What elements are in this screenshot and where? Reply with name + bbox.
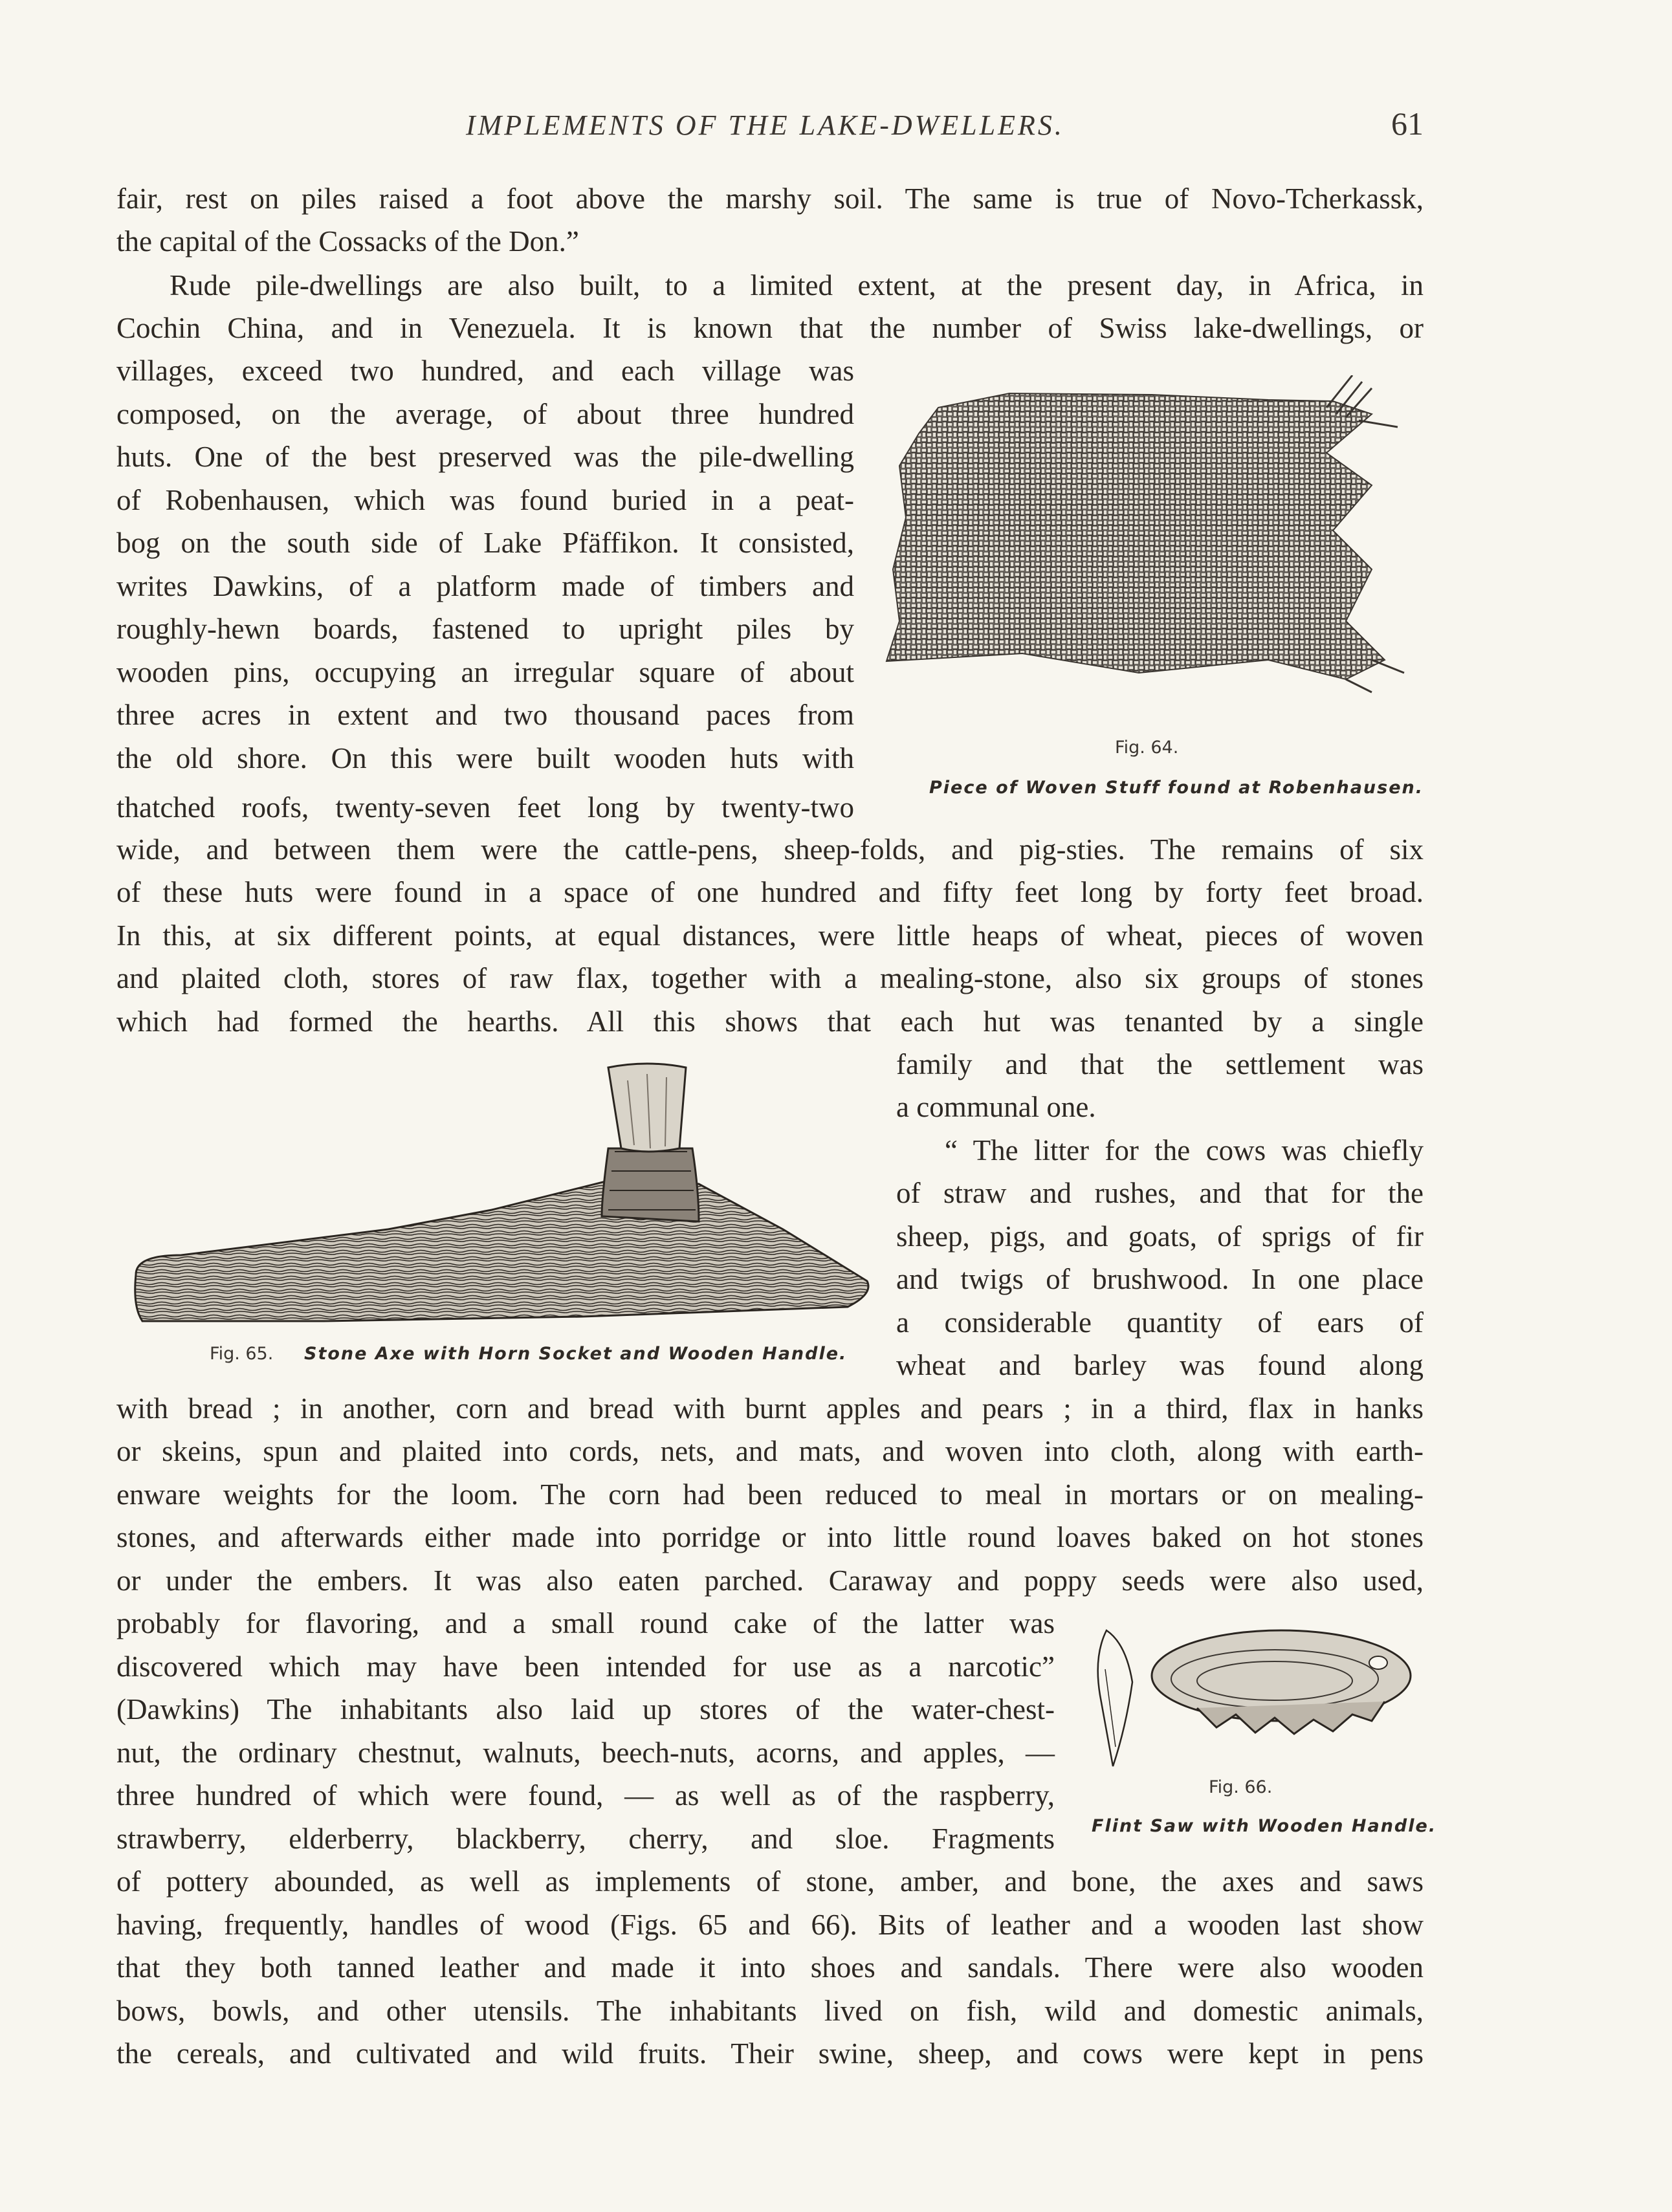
text-line: family and that the settlement was xyxy=(896,1048,1424,1080)
text-line: and twigs of brushwood. In one place xyxy=(896,1263,1424,1295)
text-line: Rude pile-dwellings are also built, to a limited extent, at the present day, in Africa, in xyxy=(170,269,1424,301)
text-line: of pottery abounded, as well as implements of stone, amber, and bone, the axes and saws xyxy=(116,1865,1424,1898)
text-line: wide, and between them were the cattle-pens, sheep-folds, and pig-sties. The remains of six xyxy=(116,833,1424,866)
text-line: sheep, pigs, and goats, of sprigs of fir xyxy=(896,1220,1424,1253)
text-line: having, frequently, handles of wood (Figs. 65 and 66). Bits of leather and a wooden last show xyxy=(116,1909,1424,1941)
text-line: the capital of the Cossacks of the Don.” xyxy=(116,225,579,257)
figure-number: Fig. 65. xyxy=(210,1344,274,1364)
text-line: three acres in extent and two thousand paces from xyxy=(116,699,854,731)
text-line: roughly-hewn boards, fastened to upright piles by xyxy=(116,613,854,645)
text-line: three hundred of which were found, — as well as of the raspberry, xyxy=(116,1779,1055,1812)
text-line: a communal one. xyxy=(896,1091,1096,1123)
text-line: of these huts were found in a space of one hundred and fifty feet long by forty feet broad. xyxy=(116,876,1424,908)
figure-caption: Flint Saw with Wooden Handle. xyxy=(1092,1816,1437,1836)
text-line: probably for flavoring, and a small round cake of the latter was xyxy=(116,1607,1055,1639)
woven-cloth-illustration xyxy=(880,375,1417,738)
text-line: or under the embers. It was also eaten parched. Caraway and poppy seeds were also used, xyxy=(116,1564,1424,1597)
text-line: with bread ; in another, corn and bread with burnt apples and pears ; in a third, flax in hanks xyxy=(116,1392,1424,1425)
text-line: stones, and afterwards either made into porridge or into little round loaves baked on hot stones xyxy=(116,1521,1424,1553)
text-line: wooden pins, occupying an irregular square of about xyxy=(116,656,854,688)
figure-number: Fig. 66. xyxy=(1209,1777,1273,1797)
text-line: nut, the ordinary chestnut, walnuts, beech-nuts, acorns, and apples, — xyxy=(116,1736,1055,1769)
text-line: of Robenhausen, which was found buried in a peat- xyxy=(116,484,854,516)
text-line: Cochin China, and in Venezuela. It is known that the number of Swiss lake-dwellings, or xyxy=(116,312,1424,344)
text-line: bog on the south side of Lake Pfäffikon. It consisted, xyxy=(116,527,854,559)
stone-axe-illustration xyxy=(129,1061,874,1339)
text-line: of straw and rushes, and that for the xyxy=(896,1177,1424,1209)
running-head xyxy=(116,105,1424,148)
text-line: or skeins, spun and plaited into cords, nets, and mats, and woven into cloth, along with earth- xyxy=(116,1435,1424,1467)
text-line: villages, exceed two hundred, and each village was xyxy=(116,355,854,387)
figure-number: Fig. 64. xyxy=(1115,738,1179,758)
running-title: IMPLEMENTS OF THE LAKE-DWELLERS. xyxy=(466,109,1064,141)
text-line: writes Dawkins, of a platform made of timbers and xyxy=(116,570,854,602)
text-line: that they both tanned leather and made it into shoes and sandals. There were also wooden xyxy=(116,1951,1424,1984)
text-line: In this, at six different points, at equal distances, were little heaps of wheat, pieces of woven xyxy=(116,919,1424,952)
figure-65 xyxy=(129,1061,874,1339)
page-number: 61 xyxy=(1391,105,1424,142)
text-line: wheat and barley was found along xyxy=(896,1349,1424,1381)
figure-caption: Piece of Woven Stuff found at Robenhausen. xyxy=(929,778,1424,798)
text-line: composed, on the average, of about three hundred xyxy=(116,398,854,430)
text-line: enware weights for the loom. The corn had been reduced to meal in mortars or on mealing- xyxy=(116,1478,1424,1511)
text-line: bows, bowls, and other utensils. The inhabitants lived on fish, wild and domestic animals, xyxy=(116,1995,1424,2027)
figure-64 xyxy=(880,375,1417,758)
text-line: which had formed the hearths. All this shows that each hut was tenanted by a single xyxy=(116,1005,1424,1038)
text-line: fair, rest on piles raised a foot above the marshy soil. The same is true of Novo-Tcherkassk, xyxy=(116,182,1424,215)
text-line: the cereals, and cultivated and wild fruits. Their swine, sheep, and cows were kept in pens xyxy=(116,2037,1424,2070)
text-line: discovered which may have been intended for use as a narcotic” xyxy=(116,1650,1055,1683)
text-line: “ The litter for the cows was chiefly xyxy=(945,1134,1424,1166)
text-line: strawberry, elderberry, blackberry, cherry, and sloe. Fragments xyxy=(116,1823,1055,1855)
text-line: a considerable quantity of ears of xyxy=(896,1306,1424,1339)
flint-saw-illustration xyxy=(1087,1617,1424,1786)
text-line: huts. One of the best preserved was the pile-dwelling xyxy=(116,441,854,473)
text-line: (Dawkins) The inhabitants also laid up stores of the water-chest- xyxy=(116,1693,1055,1725)
text-line: thatched roofs, twenty-seven feet long by twenty-two xyxy=(116,791,854,824)
figure-66 xyxy=(1087,1617,1424,1786)
figure-caption: Stone Axe with Horn Socket and Wooden Handle. xyxy=(304,1344,848,1364)
text-line: the old shore. On this were built wooden huts with xyxy=(116,742,854,774)
text-line: and plaited cloth, stores of raw flax, together with a mealing-stone, also six groups of stones xyxy=(116,962,1424,994)
